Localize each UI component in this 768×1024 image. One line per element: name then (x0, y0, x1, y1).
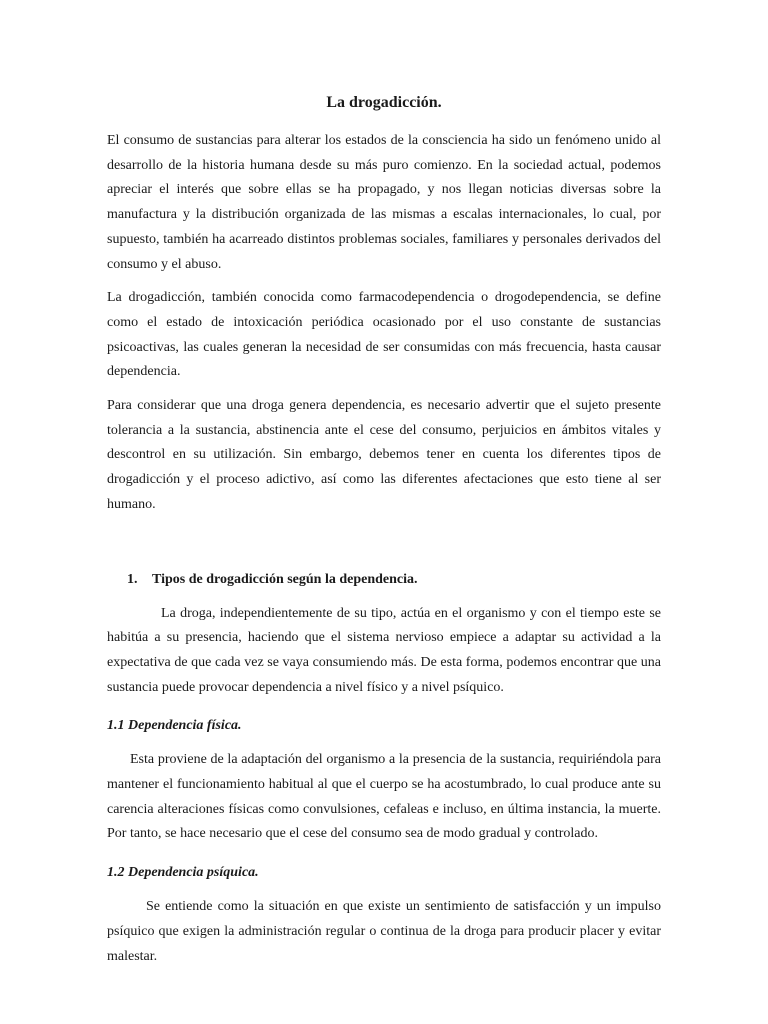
subsection-paragraph-psychic: Se entiende como la situación en que existe un sentimiento de satisfacción y un impulso psíquico que exigen la administración regular o continua de la droga para producir placer y evitar malestar. (107, 899, 661, 964)
section-heading-text: Tipos de drogadicción según la dependencia. (152, 571, 418, 587)
intro-paragraph-1: El consumo de sustancias para alterar los estados de la consciencia ha sido un fenómeno unido al desarrollo de la historia humana desde su más puro comienzo. En la sociedad actual, podemos apreciar el interés que sobre ellas se ha propagado, y nos llegan noticias diversas sobre la manufactura y la distribución organizada de las mismas a escalas internacionales, lo cual, por supuesto, también ha acarreado distintos problemas sociales, familiares y personales derivados del consumo y el abuso. (107, 133, 661, 272)
subsection-paragraph-physical: Esta proviene de la adaptación del organismo a la presencia de la sustancia, requiriéndola para mantener el funcionamiento habitual al que el cuerpo se ha acostumbrado, lo cual produce ante su carencia alteraciones físicas como convulsiones, cefaleas e incluso, en última instancia, la muerte. Por tanto, se hace necesario que el cese del consumo sea de modo gradual y controlado. (107, 752, 661, 842)
section-heading (127, 570, 661, 590)
document-title: La drogadicción. (326, 94, 442, 111)
section-number: 1. (127, 571, 138, 587)
intro-paragraph-2: La drogadicción, también conocida como farmacodependencia o drogodependencia, se define como el estado de intoxicación periódica ocasionado por el uso constante de sustancias psicoactivas, las cuales generan la necesidad de ser consumidas con más frecuencia, hasta causar dependencia. (107, 290, 661, 380)
section-paragraph: La droga, independientemente de su tipo, actúa en el organismo y con el tiempo este se habitúa a su presencia, haciendo que el sistema nervioso empiece a adaptar su actividad a la expectativa de que cada vez se vaya consumiendo más. De esta forma, podemos encontrar que una sustancia puede provocar dependencia a nivel físico y a nivel psíquico. (107, 605, 661, 695)
intro-paragraph-3: Para considerar que una droga genera dependencia, es necesario advertir que el sujeto presente tolerancia a la sustancia, abstinencia ante el cese del consumo, perjuicios en ámbitos vitales y descontrol en su utilización. Sin embargo, debemos tener en cuenta los diferentes tipos de drogadicción y el proceso adictivo, así como las diferentes afectaciones que esto tiene al ser humano. (107, 398, 661, 512)
subsection-heading-psychic: 1.2 Dependencia psíquica. (107, 865, 259, 881)
subsection-heading-physical: 1.1 Dependencia física. (107, 718, 242, 734)
